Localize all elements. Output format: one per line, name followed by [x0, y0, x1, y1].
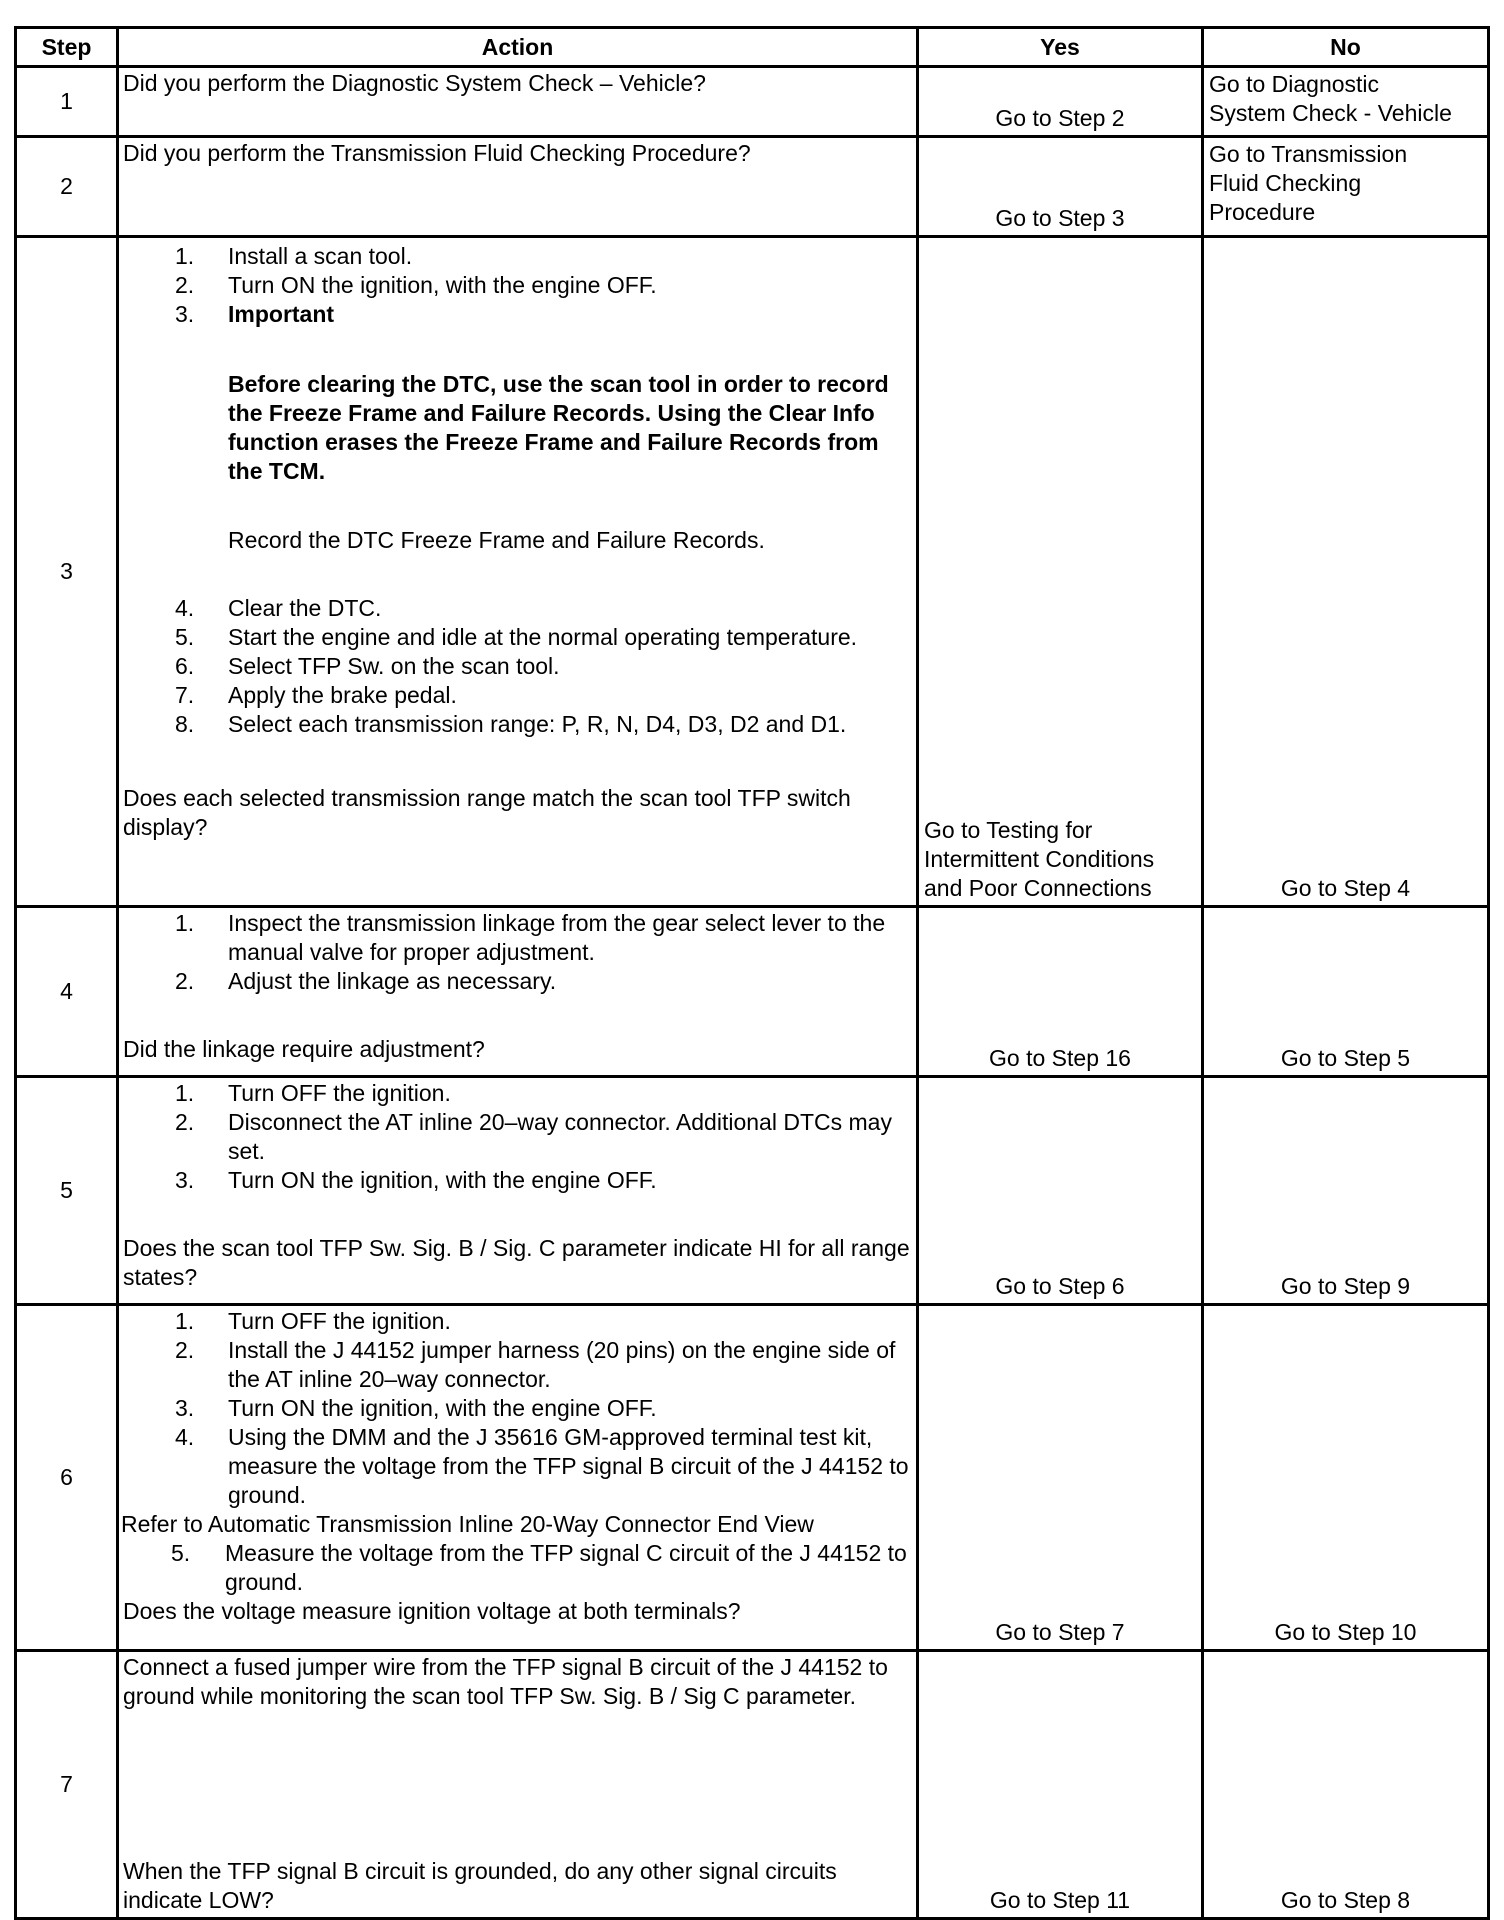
- diagnostic-table: [14, 26, 1490, 1920]
- list-item: 6. Select TFP Sw. on the scan tool.: [175, 653, 560, 679]
- question-text: Does the scan tool TFP Sw. Sig. B / Sig. C parameter indicate HI for all range states?: [123, 1235, 910, 1290]
- step-number: 7: [16, 1651, 118, 1919]
- list-item: 5. Measure the voltage from the TFP signal C circuit of the J 44152 to ground.: [171, 1540, 907, 1595]
- table-row: [16, 1305, 1489, 1651]
- procedure-list: [123, 1307, 912, 1510]
- record-note: Record the DTC Freeze Frame and Failure Records.: [228, 527, 765, 553]
- list-item: 4. Using the DMM and the J 35616 GM-approved terminal test kit, measure the voltage from the TFP signal B circuit of the J 44152 to ground.: [175, 1424, 909, 1508]
- no-text-line: Procedure: [1209, 199, 1316, 225]
- list-item: 2. Disconnect the AT inline 20–way connector. Additional DTCs may set.: [175, 1109, 892, 1164]
- yes-text-line: Intermittent Conditions: [924, 846, 1155, 872]
- header-step: Step: [16, 28, 118, 67]
- procedure-list: [123, 242, 912, 739]
- refer-link-text: Refer to Automatic Transmission Inline 20-Way Connector End View: [121, 1511, 814, 1537]
- important-label: Important: [228, 301, 335, 327]
- no-cell: [1203, 137, 1489, 237]
- question-text: Did the linkage require adjustment?: [123, 1036, 485, 1062]
- no-cell: [1203, 67, 1489, 137]
- list-item: 2. Install the J 44152 jumper harness (20 pins) on the engine side of the AT inline 20–way connector.: [175, 1337, 896, 1392]
- important-note: Before clearing the DTC, use the scan tool in order to record the Freeze Frame and Failure Records. Using the Clear Info function erases the Freeze Frame and Failure Records from the TCM.: [228, 371, 889, 484]
- table-row: [16, 1651, 1489, 1919]
- no-cell: Go to Step 8: [1203, 1651, 1489, 1919]
- question-text: When the TFP signal B circuit is grounded, do any other signal circuits indicate LOW?: [123, 1858, 837, 1913]
- list-item: 7. Apply the brake pedal.: [175, 682, 457, 708]
- table-row: [16, 67, 1489, 137]
- yes-cell: Go to Step 6: [918, 1077, 1203, 1305]
- action-cell: [118, 137, 918, 237]
- list-item: 3. Turn ON the ignition, with the engine OFF.: [175, 1395, 657, 1421]
- table-row: [16, 907, 1489, 1077]
- question-text: Did you perform the Diagnostic System Check – Vehicle?: [123, 70, 706, 96]
- action-cell: [118, 67, 918, 137]
- table-row: [16, 137, 1489, 237]
- list-item: 1. Install a scan tool.: [175, 243, 413, 269]
- action-cell: [118, 1305, 918, 1651]
- step-number: 4: [16, 907, 118, 1077]
- list-item: 8. Select each transmission range: P, R, N, D4, D3, D2 and D1.: [175, 711, 847, 737]
- list-item: 3. Important Before clearing the DTC, use the scan tool in order to record the Freeze Frame and Failure Records. Using the Clear Info function erases the Freeze Frame and Failure Records from the TCM. Record the DTC Freeze Frame and Failure Records.: [123, 300, 912, 594]
- step-number: 5: [16, 1077, 118, 1305]
- no-text-line: Go to Transmission: [1209, 141, 1408, 167]
- no-cell: Go to Step 10: [1203, 1305, 1489, 1651]
- step-number: 1: [16, 67, 118, 137]
- step-number: 3: [16, 237, 118, 907]
- procedure-list: [123, 1539, 912, 1597]
- list-item: 3. Turn ON the ignition, with the engine OFF.: [175, 1167, 657, 1193]
- yes-text-line: and Poor Connections: [924, 875, 1152, 901]
- action-cell: [118, 1077, 918, 1305]
- question-text: Does the voltage measure ignition voltage at both terminals?: [123, 1598, 741, 1624]
- action-cell: [118, 907, 918, 1077]
- yes-cell: Go to Step 11: [918, 1651, 1203, 1919]
- yes-cell: Go to Step 3: [918, 137, 1203, 237]
- list-item: 2. Turn ON the ignition, with the engine OFF.: [175, 272, 657, 298]
- header-yes: Yes: [918, 28, 1203, 67]
- step-number: 6: [16, 1305, 118, 1651]
- no-text-line: System Check - Vehicle: [1209, 100, 1452, 126]
- action-cell: [118, 237, 918, 907]
- list-item: 1. Turn OFF the ignition.: [175, 1308, 451, 1334]
- step-number: 2: [16, 137, 118, 237]
- no-text-line: Go to Diagnostic: [1209, 71, 1380, 97]
- list-item: 1. Inspect the transmission linkage from the gear select lever to the manual valve for proper adjustment.: [175, 910, 886, 965]
- no-cell: Go to Step 9: [1203, 1077, 1489, 1305]
- no-cell: Go to Step 4: [1203, 237, 1489, 907]
- yes-cell: Go to Step 16: [918, 907, 1203, 1077]
- procedure-list: [123, 909, 912, 996]
- table-row: [16, 1077, 1489, 1305]
- list-item: 5. Start the engine and idle at the normal operating temperature.: [175, 624, 858, 650]
- no-text-line: Fluid Checking: [1209, 170, 1362, 196]
- question-text: Does each selected transmission range match the scan tool TFP switch display?: [123, 785, 851, 840]
- header-row: [16, 28, 1489, 67]
- no-cell: Go to Step 5: [1203, 907, 1489, 1077]
- header-action: Action: [118, 28, 918, 67]
- header-no: No: [1203, 28, 1489, 67]
- question-text: Did you perform the Transmission Fluid Checking Procedure?: [123, 140, 751, 166]
- yes-cell: Go to Step 7: [918, 1305, 1203, 1651]
- list-item: 2. Adjust the linkage as necessary.: [175, 968, 557, 994]
- instruction-text: Connect a fused jumper wire from the TFP signal B circuit of the J 44152 to ground while monitoring the scan tool TFP Sw. Sig. B / Sig C parameter.: [123, 1654, 888, 1709]
- yes-cell: [918, 237, 1203, 907]
- list-item: 1. Turn OFF the ignition.: [175, 1080, 451, 1106]
- action-cell: [118, 1651, 918, 1919]
- yes-cell: Go to Step 2: [918, 67, 1203, 137]
- list-item: 4. Clear the DTC.: [175, 595, 382, 621]
- yes-text-line: Go to Testing for: [924, 817, 1093, 843]
- procedure-list: [123, 1079, 912, 1195]
- table-row: [16, 237, 1489, 907]
